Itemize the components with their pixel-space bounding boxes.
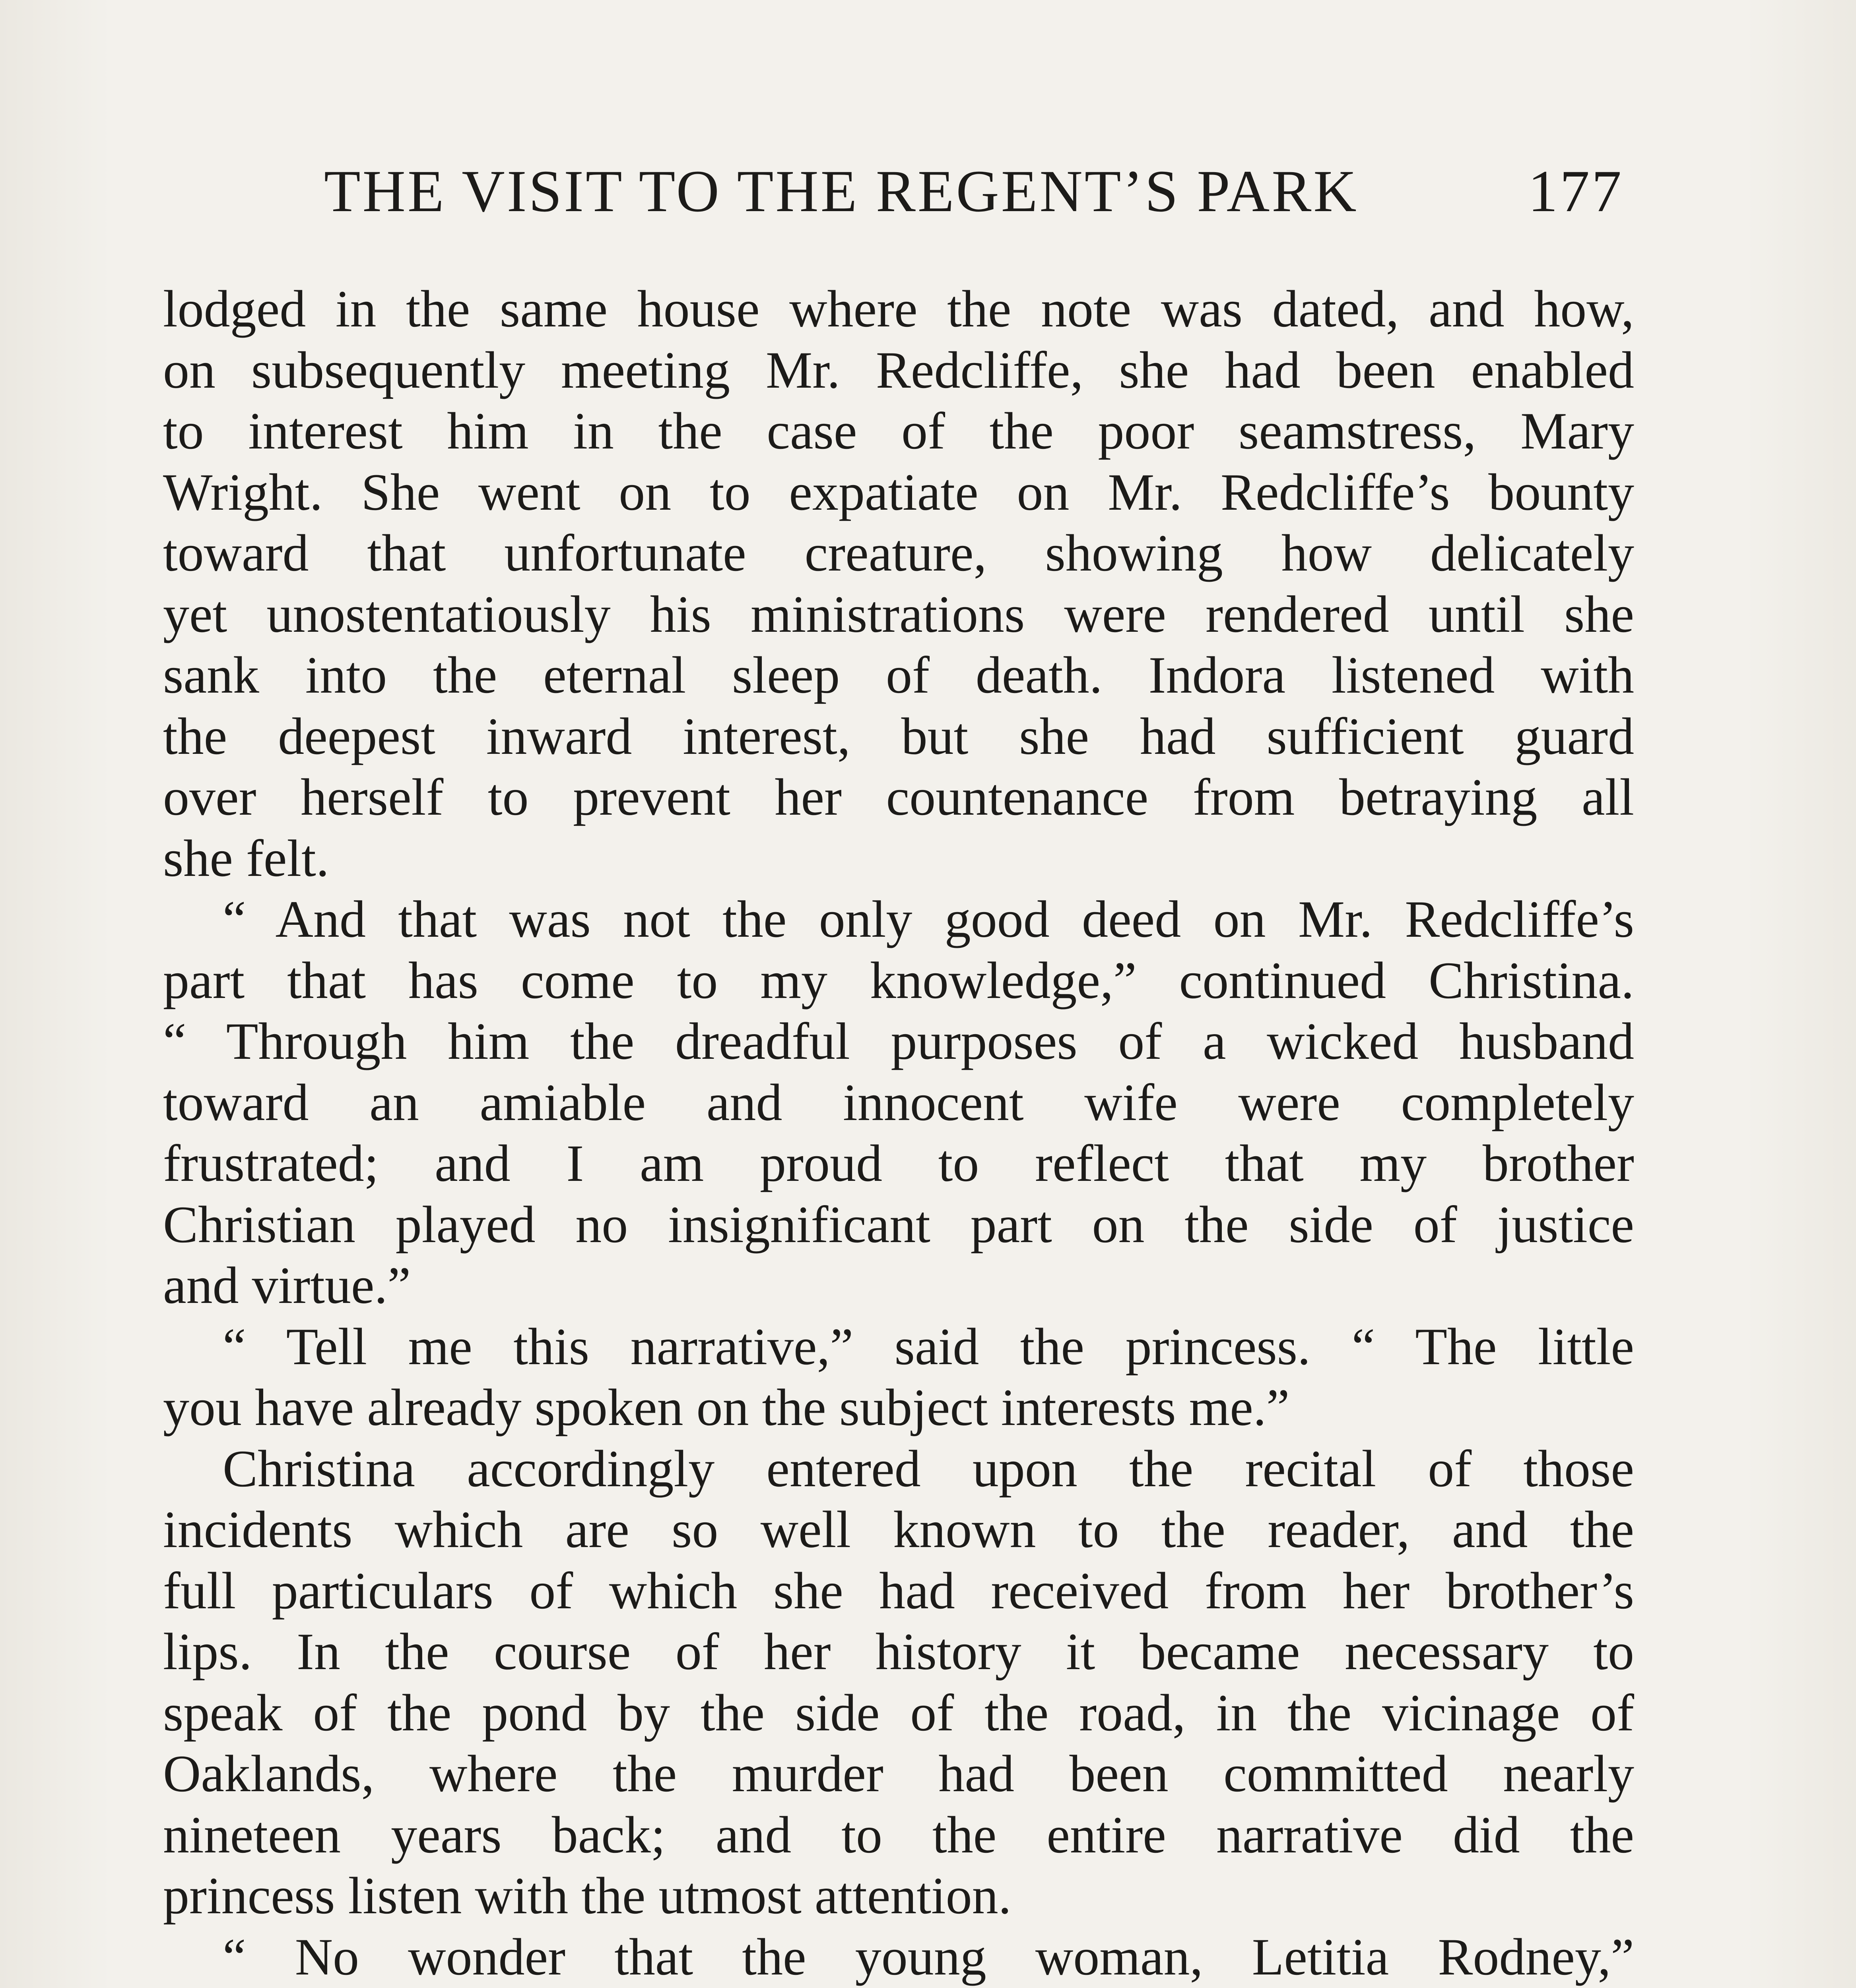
text-line: toward that unfortunate creature, showing how delicately: [163, 524, 1634, 582]
text-line: “ Through him the dreadful purposes of a wicked husband: [163, 1012, 1634, 1070]
text-line: “ And that was not the only good deed on Mr. Redcliffe’s: [223, 890, 1634, 948]
text-line: princess listen with the utmost attention.: [163, 1866, 1011, 1925]
text-line: Christina accordingly entered upon the recital of those: [223, 1439, 1634, 1498]
text-line: lodged in the same house where the note was dated, and how,: [163, 280, 1634, 338]
text-line: Christian played no insignificant part on the side of justice: [163, 1195, 1634, 1254]
text-line: the deepest inward interest, but she had sufficient guard: [163, 707, 1634, 765]
text-line: lips. In the course of her history it became necessary to: [163, 1622, 1634, 1681]
running-title: THE VISIT TO THE REGENT’S PARK: [324, 158, 1359, 224]
text-line: toward an amiable and innocent wife were completely: [163, 1073, 1634, 1132]
text-line: “ Tell me this narrative,” said the princess. “ The little: [223, 1317, 1634, 1376]
text-line: speak of the pond by the side of the road, in the vicinage of: [163, 1683, 1634, 1742]
text-line: frustrated; and I am proud to reflect that my brother: [163, 1134, 1634, 1192]
text-line: to interest him in the case of the poor seamstress, Mary: [163, 402, 1634, 460]
text-line: over herself to prevent her countenance from betraying all: [163, 768, 1634, 826]
body-text: [163, 278, 1634, 1988]
text-line: you have already spoken on the subject interests me.”: [163, 1378, 1290, 1437]
text-line: she felt.: [163, 829, 329, 887]
text-line: part that has come to my knowledge,” continued Christina.: [163, 951, 1634, 1010]
page-number: 177: [1528, 158, 1623, 224]
text-line: nineteen years back; and to the entire narrative did the: [163, 1805, 1634, 1864]
text-line: incidents which are so well known to the reader, and the: [163, 1500, 1634, 1559]
text-line: yet unostentatiously his ministrations were rendered until she: [163, 584, 1634, 643]
text-line: Wright. She went on to expatiate on Mr. Redcliffe’s bounty: [163, 462, 1634, 521]
text-line: Oaklands, where the murder had been committed nearly: [163, 1744, 1634, 1803]
text-line: sank into the eternal sleep of death. Indora listened with: [163, 646, 1634, 704]
running-head: [163, 157, 1623, 237]
text-line: full particulars of which she had received from her brother’s: [163, 1561, 1634, 1620]
text-line: and virtue.”: [163, 1256, 411, 1314]
text-line: on subsequently meeting Mr. Redcliffe, she had been enabled: [163, 340, 1634, 399]
text-line: “ No wonder that the young woman, Letitia Rodney,”: [223, 1927, 1634, 1986]
